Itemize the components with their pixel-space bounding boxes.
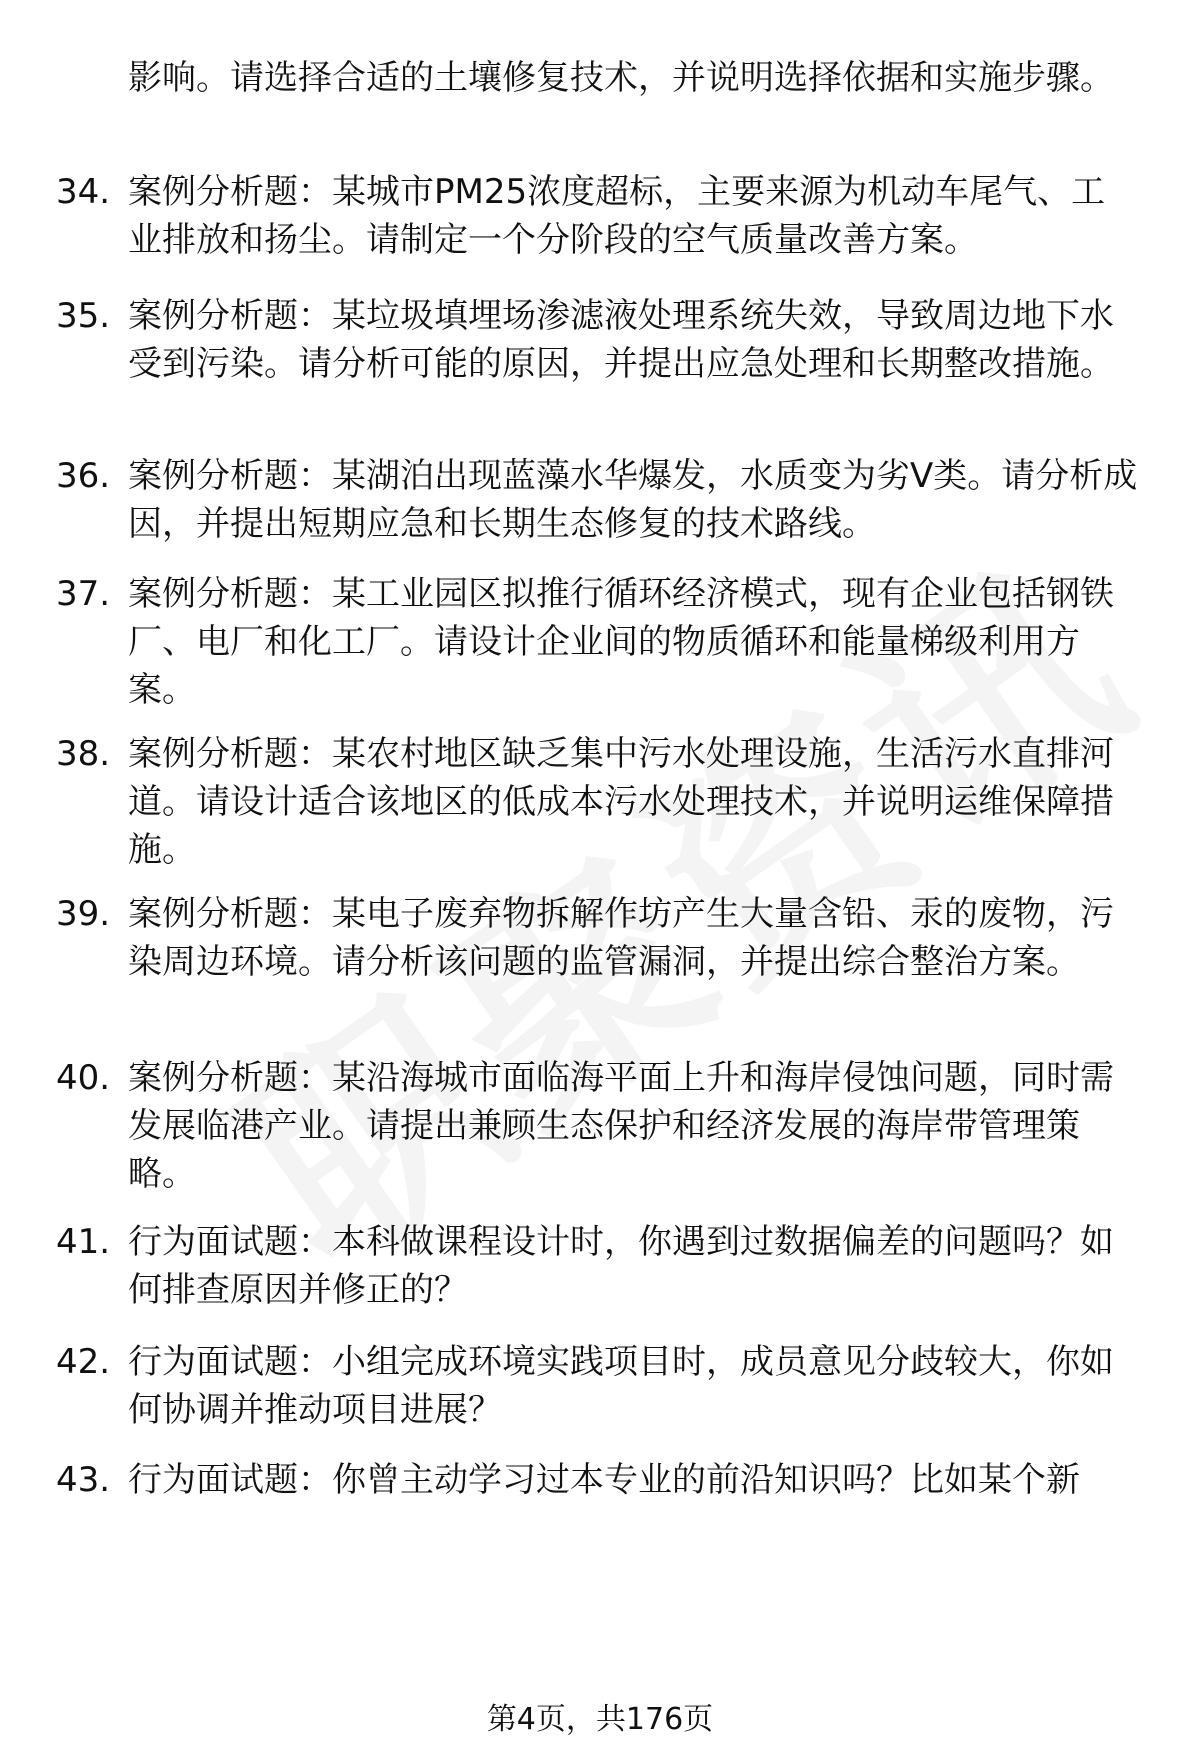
- item-number: 34.: [56, 172, 111, 212]
- item-number: 35.: [56, 296, 111, 336]
- page-footer: 第4页，共176页: [486, 1702, 714, 1737]
- item-number: 41.: [56, 1222, 111, 1262]
- item-number: 37.: [56, 574, 111, 614]
- item-number: 43.: [56, 1460, 111, 1500]
- item-text: 案例分析题：某电子废弃物拆解作坊产生大量含铅、汞的废物，污染周边环境。请分析该问题的监管漏洞，并提出综合整治方案。: [128, 894, 1114, 982]
- item-text: 案例分析题：某湖泊出现蓝藻水华爆发，水质变为劣V类。请分析成因，并提出短期应急和长期生态修复的技术路线。: [128, 456, 1138, 544]
- item-number: 39.: [56, 894, 111, 934]
- item-text: 行为面试题：本科做课程设计时，你遇到过数据偏差的问题吗？如何排查原因并修正的？: [128, 1222, 1114, 1310]
- item-text: 案例分析题：某垃圾填埋场渗滤液处理系统失效，导致周边地下水受到污染。请分析可能的原因，并提出应急处理和长期整改措施。: [128, 296, 1114, 384]
- item-number: 36.: [56, 456, 111, 496]
- item-number: 38.: [56, 734, 111, 774]
- item-text: 案例分析题：某工业园区拟推行循环经济模式，现有企业包括钢铁厂、电厂和化工厂。请设计企业间的物质循环和能量梯级利用方案。: [128, 574, 1114, 710]
- item-text: 行为面试题：小组完成环境实践项目时，成员意见分歧较大，你如何协调并推动项目进展？: [128, 1342, 1114, 1430]
- item-number: 42.: [56, 1342, 111, 1382]
- item-text: 案例分析题：某沿海城市面临海平面上升和海岸侵蚀问题，同时需发展临港产业。请提出兼顾生态保护和经济发展的海岸带管理策略。: [128, 1058, 1114, 1194]
- item-text: 案例分析题：某农村地区缺乏集中污水处理设施，生活污水直排河道。请设计适合该地区的低成本污水处理技术，并说明运维保障措施。: [128, 734, 1114, 870]
- item-text: 行为面试题：你曾主动学习过本专业的前沿知识吗？比如某个新: [128, 1460, 1080, 1500]
- item-number: 40.: [56, 1058, 111, 1098]
- continuation-paragraph: 影响。请选择合适的土壤修复技术，并说明选择依据和实施步骤。: [128, 58, 1114, 98]
- item-text: 案例分析题：某城市PM25浓度超标，主要来源为机动车尾气、工业排放和扬尘。请制定一个分阶段的空气质量改善方案。: [128, 172, 1106, 260]
